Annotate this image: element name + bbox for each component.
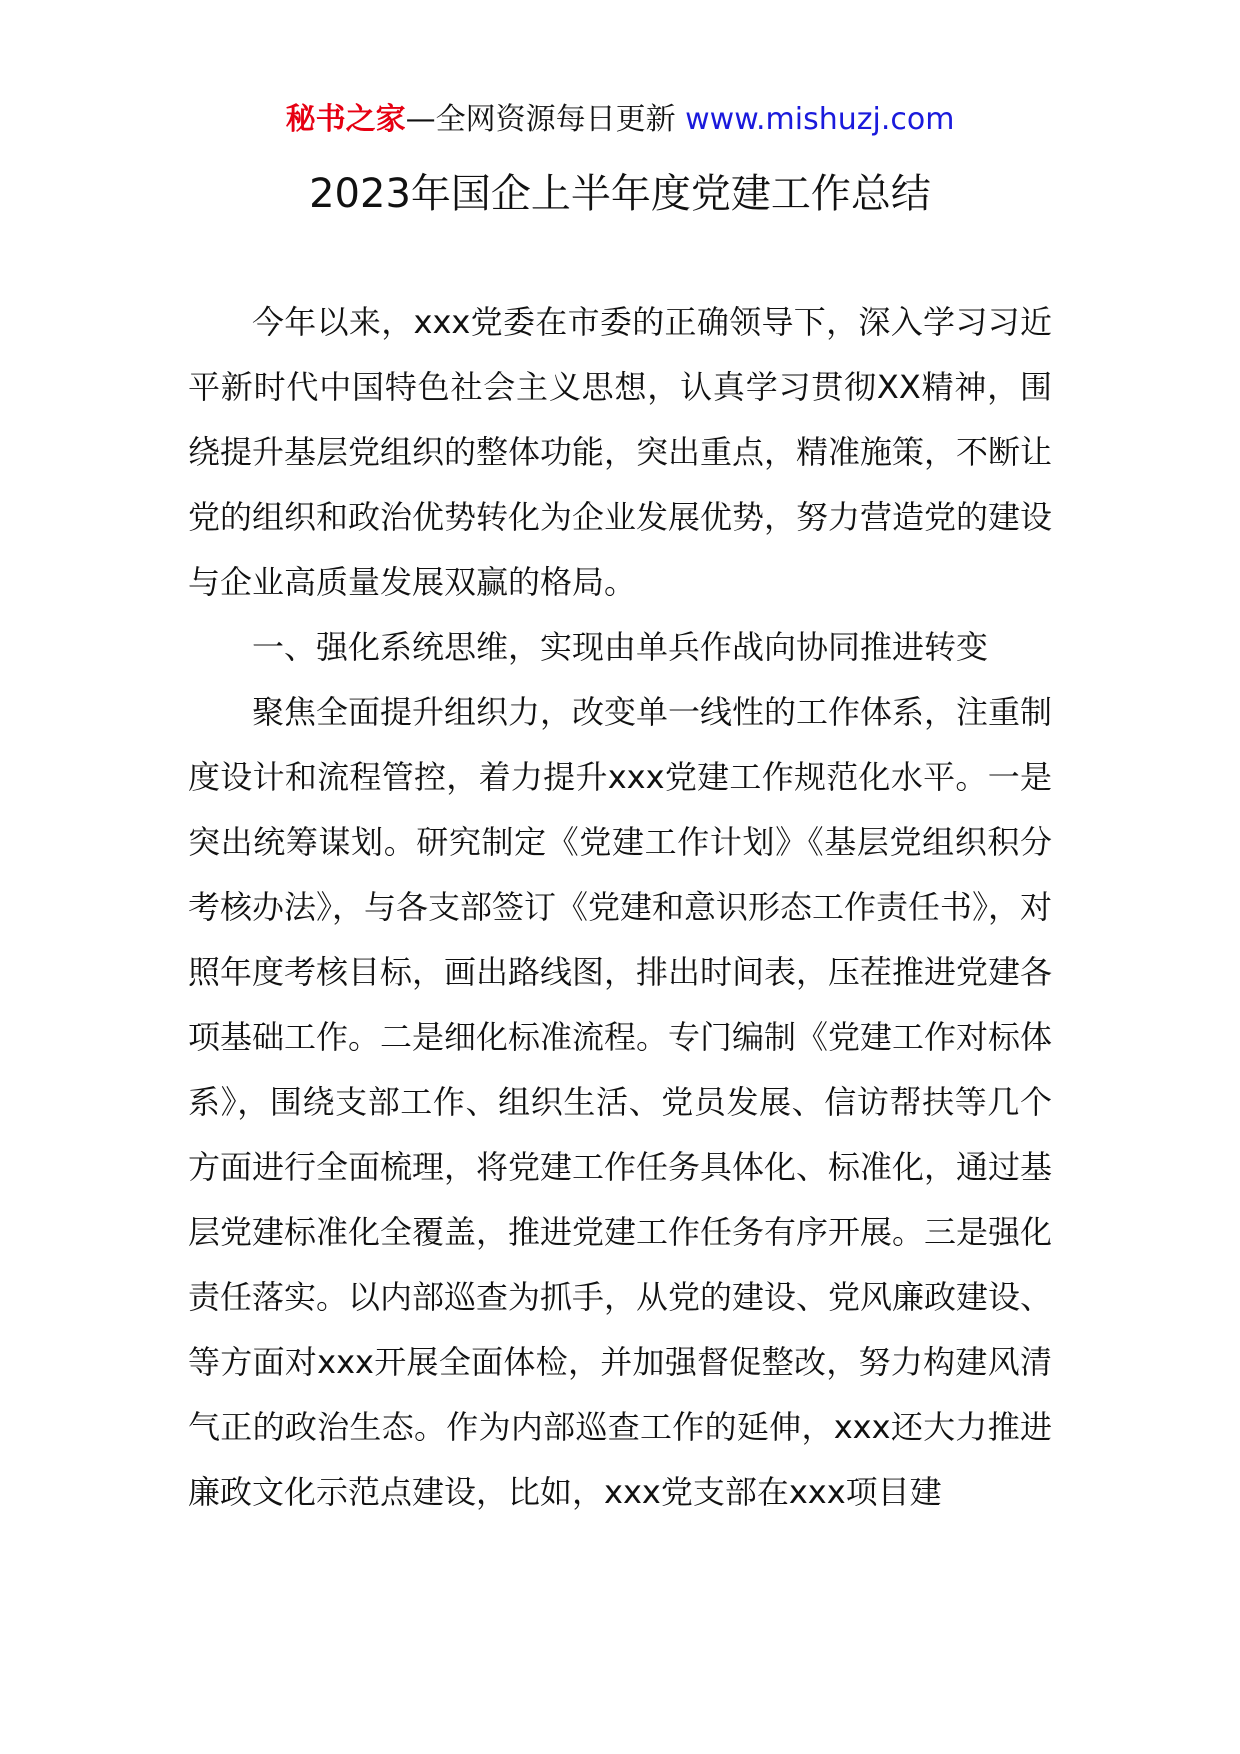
document-title: 2023年国企上半年度党建工作总结	[309, 171, 931, 217]
document-body	[188, 290, 1052, 1525]
brand-name: 秘书之家	[285, 102, 406, 137]
section-1-heading: 一、强化系统思维，实现由单兵作战向协同推进转变	[252, 628, 989, 666]
site-url-link[interactable]: www.mishuzj.com	[685, 102, 955, 137]
site-tagline: —全网资源每日更新	[405, 102, 676, 137]
intro-paragraph: 今年以来，xxx党委在市委的正确领导下，深入学习习近平新时代中国特色社会主义思想，认真学习贯彻XX精神，围绕提升基层党组织的整体功能，突出重点，精准施策，不断让党的组织和政治优势转化为企业发展优势，努力营造党的建设与企业高质量发展双赢的格局。	[188, 303, 1053, 601]
section-1-paragraph: 聚焦全面提升组织力，改变单一线性的工作体系，注重制度设计和流程管控，着力提升xxx党建工作规范化水平。一是突出统筹谋划。研究制定《党建工作计划》《基层党组织积分考核办法》，与各支部签订《党建和意识形态工作责任书》，对照年度考核目标，画出路线图，排出时间表，压茬推进党建各项基础工作。二是细化标准流程。专门编制《党建工作对标体系》，围绕支部工作、组织生活、党员发展、信访帮扶等几个方面进行全面梳理，将党建工作任务具体化、标准化，通过基层党建标准化全覆盖，推进党建工作任务有序开展。三是强化责任落实。以内部巡查为抓手，从党的建设、党风廉政建设、等方面对xxx开展全面体检，并加强督促整改，努力构建风清气正的政治生态。作为内部巡查工作的延伸，xxx还大力推进廉政文化示范点建设，比如，xxx党支部在xxx项目建	[188, 693, 1053, 1511]
site-header	[0, 100, 1240, 140]
